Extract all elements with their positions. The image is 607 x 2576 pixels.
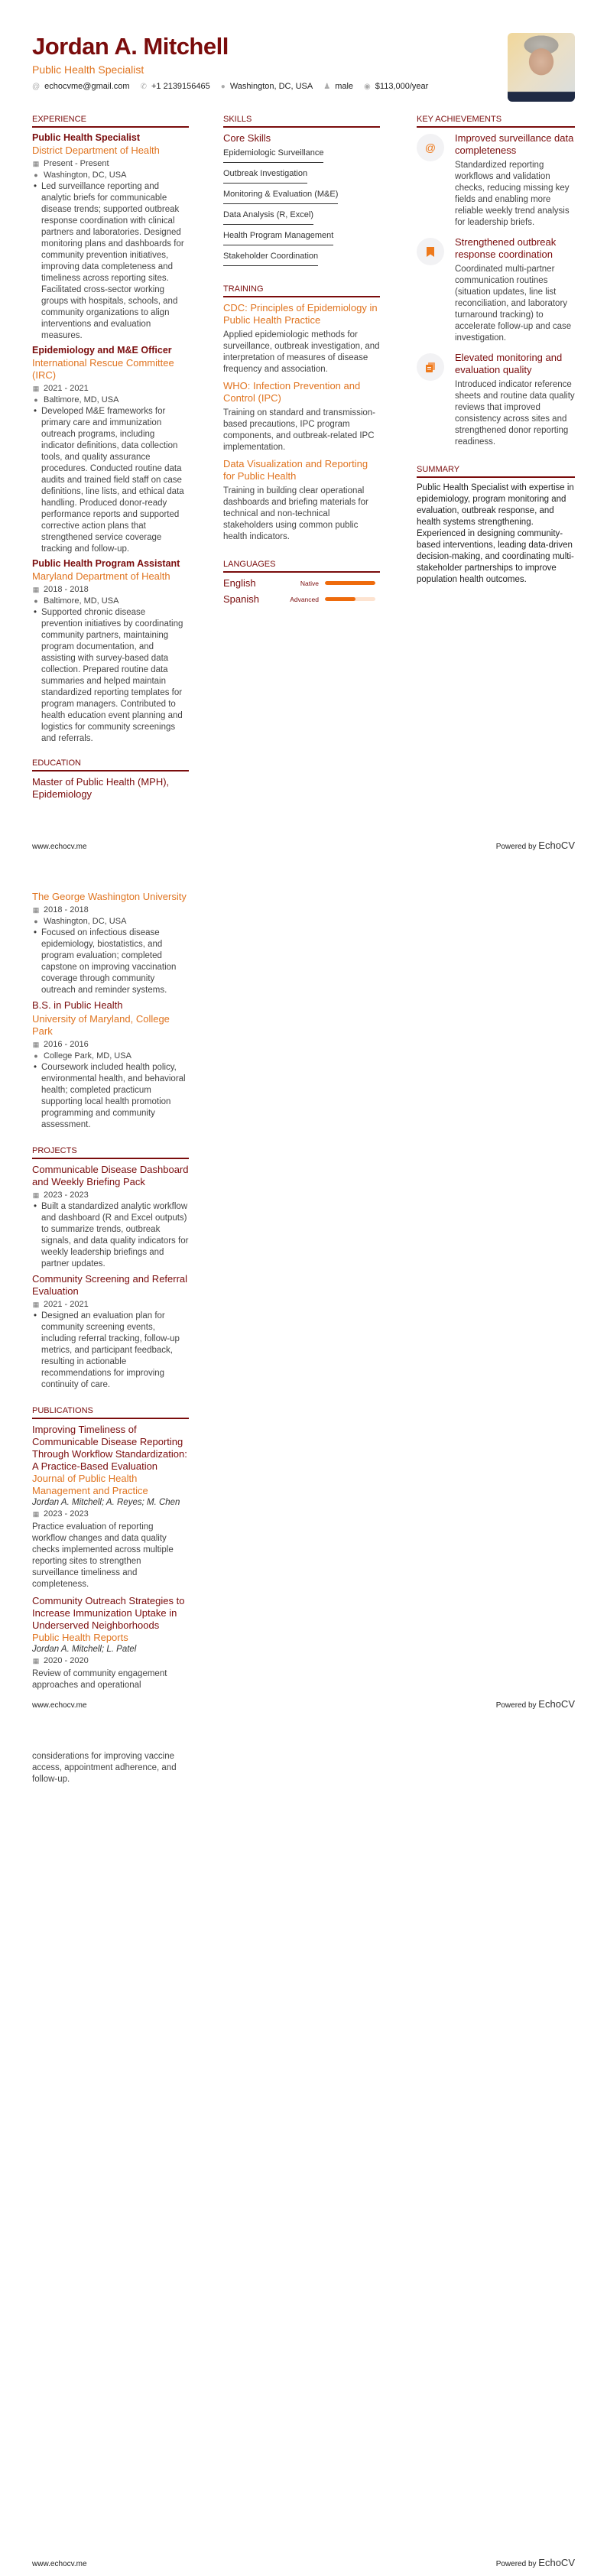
publication-authors: Jordan A. Mitchell; A. Reyes; M. Chen (32, 1498, 180, 1507)
page-2 (0, 859, 607, 1717)
job-dates: 2021 - 2021 (44, 384, 89, 393)
job-organization: Maryland Department of Health (32, 570, 170, 582)
publication-title: Community Outreach Strategies to Increase Immunization Uptake in Underserved Neighborhoods (32, 1595, 185, 1631)
project-dates: 2023 - 2023 (44, 1191, 89, 1200)
footer-powered-by: Powered by EchoCV (495, 1698, 575, 1710)
phone-icon: ✆ (140, 82, 147, 91)
experience-item (32, 558, 189, 745)
publication-dates: 2023 - 2023 (44, 1509, 89, 1519)
bookmark-icon (417, 238, 444, 265)
training-item (223, 302, 380, 375)
section-title-training: TRAINING (223, 284, 380, 297)
calendar-icon: ▦ (32, 1300, 40, 1308)
clipboard-icon (417, 353, 444, 381)
job-location: Washington, DC, USA (44, 171, 127, 180)
skill-tag: Stakeholder Coordination (223, 247, 318, 266)
section-title-languages: LANGUAGES (223, 560, 380, 573)
right-column (417, 115, 575, 586)
skill-tag: Epidemiologic Surveillance (223, 144, 323, 163)
calendar-icon: ▦ (32, 905, 40, 914)
training-item (223, 458, 380, 543)
publication-title: Improving Timeliness of Communicable Disease Reporting Through Workflow Standardization: A Practice-Based Evaluation (32, 1424, 187, 1472)
skill-tag: Health Program Management (223, 226, 333, 245)
training-title: CDC: Principles of Epidemiology in Public Health Practice (223, 302, 378, 326)
contact-location: ● Washington, DC, USA (220, 82, 313, 91)
language-level: Native (300, 579, 319, 587)
contact-email[interactable]: @ echocvme@gmail.com (32, 82, 130, 91)
location-pin-icon: ● (34, 396, 38, 404)
job-dates: Present - Present (44, 159, 109, 168)
training-title: WHO: Infection Prevention and Control (IPC) (223, 380, 361, 404)
job-location: Baltimore, MD, USA (44, 395, 119, 404)
education-degree: B.S. in Public Health (32, 999, 123, 1011)
language-name: Spanish (223, 593, 259, 605)
coin-icon: ◉ (364, 82, 371, 91)
achievement-description: Standardized reporting workflows and validation checks, reducing missing key fields and enabling more reliable weekly trend analysis for leadership briefs. (455, 161, 570, 227)
contact-gender: ♟ male (323, 82, 354, 91)
education-location: Washington, DC, USA (44, 917, 127, 926)
footer-brand[interactable]: EchoCV (538, 840, 575, 851)
calendar-icon: ▦ (32, 1040, 40, 1048)
summary-text: Public Health Specialist with expertise in epidemiology, program monitoring and evaluation, outbreak response, and health systems strengthening. Experienced in designing community-based interventions, leading data-driven decision-making, and coordinating multi-stakeholder partnerships to improve population health outcomes. (417, 483, 574, 584)
experience-item (32, 345, 189, 555)
skill-tag: Monitoring & Evaluation (M&E) (223, 185, 338, 204)
education-description: • Focused on infectious disease epidemiology, biostatistics, and program evaluation; completed capstone on improving vaccination coverage through community outreach and reminder systems. (32, 927, 189, 996)
job-title: Public Health Program Assistant (32, 558, 180, 569)
location-pin-icon: ● (220, 82, 226, 91)
language-item (223, 577, 380, 589)
calendar-icon: ▦ (32, 585, 40, 593)
calendar-icon: ▦ (32, 384, 40, 392)
resume-header (32, 33, 575, 106)
publication-description: Review of community engagement approaches and operational (32, 1669, 167, 1690)
location-pin-icon: ● (34, 171, 38, 179)
project-description: • Built a standardized analytic workflow and dashboard (R and Excel outputs) to summarize trends, outbreak signals, and data quality indicators for weekly leadership briefings and partner updates. (32, 1201, 189, 1270)
language-proficiency-bar (325, 581, 375, 585)
project-dates: 2021 - 2021 (44, 1300, 89, 1309)
job-organization: District Department of Health (32, 145, 160, 156)
footer-powered-by: Powered by EchoCV (495, 2557, 575, 2568)
language-item (223, 593, 380, 605)
skill-group-title: Core Skills (223, 132, 271, 144)
left-column (32, 1748, 189, 1785)
section-title-projects: PROJECTS (32, 1146, 189, 1159)
achievement-title: Improved surveillance data completeness (455, 132, 574, 156)
project-title: Community Screening and Referral Evaluation (32, 1273, 188, 1297)
education-school: The George Washington University (32, 891, 187, 902)
job-description: • Led surveillance reporting and analytic briefs for communicable disease trends; supported outbreak response coordination with clinical partners and laboratories. Designed monitoring plans and dashboards for community prevention initiatives, improving data completeness and timeliness across reporting sites. Facilitated cross-sector working groups with hospitals, schools, and community organizations to align interventions and evaluation measures. (32, 181, 189, 342)
training-item (223, 380, 380, 453)
job-title: Epidemiology and M&E Officer (32, 345, 172, 356)
achievement-item (417, 236, 575, 349)
education-item (32, 891, 189, 996)
education-school: University of Maryland, College Park (32, 1013, 170, 1037)
project-description: • Designed an evaluation plan for community screening events, including referral tracking, follow-up metrics, and participant feedback, resulting in actionable recommendations for improving continuity of care. (32, 1311, 189, 1391)
page-footer (32, 1698, 575, 1710)
education-dates: 2016 - 2016 (44, 1040, 89, 1049)
person-icon: ♟ (323, 82, 331, 91)
publication-item (32, 1424, 189, 1590)
calendar-icon: ▦ (32, 1509, 40, 1518)
project-title: Communicable Disease Dashboard and Weekly Briefing Pack (32, 1164, 189, 1187)
section-title-summary: SUMMARY (417, 465, 575, 478)
footer-url[interactable]: www.echocv.me (32, 1701, 87, 1710)
at-icon: @ (417, 134, 444, 161)
achievement-title: Elevated monitoring and evaluation quality (455, 352, 563, 375)
contact-salary: ◉ $113,000/year (364, 82, 429, 91)
section-title-publications: PUBLICATIONS (32, 1406, 189, 1419)
publication-item (32, 1595, 189, 1691)
achievement-item (417, 352, 575, 453)
footer-powered-by: Powered by EchoCV (495, 840, 575, 851)
education-dates: 2018 - 2018 (44, 905, 89, 914)
candidate-name: Jordan A. Mitchell (32, 33, 229, 60)
footer-url[interactable]: www.echocv.me (32, 843, 87, 851)
calendar-icon: ▦ (32, 1191, 40, 1199)
skill-tag: Data Analysis (R, Excel) (223, 206, 313, 225)
training-description: Applied epidemiologic methods for surveillance, outbreak investigation, and interpretation of measures of disease frequency and association. (223, 330, 380, 374)
project-item (32, 1164, 189, 1270)
calendar-icon: ▦ (32, 159, 40, 167)
experience-item (32, 132, 189, 342)
job-description: • Developed M&E frameworks for primary care and immunization outreach programs, including indicator definitions, data collection tools, and quality assurance procedures. Conducted routine data audits and trained field staff on case definitions, line lists, and ethical data handling. Produced donor-ready performance reports and supported corrective action plans that strengthened service coverage tracking and follow-up. (32, 406, 189, 555)
section-title-education: EDUCATION (32, 759, 189, 772)
achievement-title: Strengthened outbreak response coordination (455, 236, 557, 260)
publication-journal: Journal of Public Health Management and Practice (32, 1473, 148, 1496)
section-title-skills: SKILLS (223, 115, 380, 128)
language-proficiency-bar (325, 597, 375, 601)
footer-brand[interactable]: EchoCV (538, 1698, 575, 1710)
publication-journal: Public Health Reports (32, 1632, 128, 1643)
publication-authors: Jordan A. Mitchell; L. Patel (32, 1645, 137, 1654)
achievement-item (417, 132, 575, 233)
page-1 (0, 0, 607, 859)
job-organization: International Rescue Committee (IRC) (32, 357, 174, 381)
project-item (32, 1273, 189, 1391)
language-level: Advanced (290, 595, 319, 603)
candidate-role: Public Health Specialist (32, 63, 144, 76)
contact-phone[interactable]: ✆ +1 2139156465 (140, 82, 210, 91)
calendar-icon: ▦ (32, 1656, 40, 1665)
publication-description-continued: considerations for improving vaccine access, appointment adherence, and follow-up. (32, 1752, 177, 1784)
job-location: Baltimore, MD, USA (44, 596, 119, 606)
achievement-description: Introduced indicator reference sheets and routine data quality reviews that improved consistency across sites and strengthened donor reporting readiness. (455, 380, 575, 447)
achievement-description: Coordinated multi-partner communication routines (situation updates, line list reconciliation, and laboratory turnaround tracking) to accelerate follow-up and case investigation. (455, 265, 572, 343)
skill-tag: Outbreak Investigation (223, 164, 307, 184)
page-footer (32, 2557, 575, 2568)
job-dates: 2018 - 2018 (44, 585, 89, 594)
section-title-achievements: KEY ACHIEVEMENTS (417, 115, 575, 128)
middle-column (223, 115, 380, 605)
education-item (32, 999, 189, 1131)
publication-description: Practice evaluation of reporting workflow changes and data quality checks implemented across multiple reporting sites to strengthen surveillance timeliness and completeness. (32, 1522, 174, 1589)
location-pin-icon: ● (34, 597, 38, 605)
location-pin-icon: ● (34, 1052, 38, 1060)
training-description: Training on standard and transmission-based precautions, IPC program components, and outbreak-related IPC implementation. (223, 408, 376, 452)
profile-photo (508, 33, 575, 102)
footer-brand[interactable]: EchoCV (538, 2557, 575, 2568)
education-degree: Master of Public Health (MPH), Epidemiology (32, 776, 170, 800)
footer-url[interactable]: www.echocv.me (32, 2560, 87, 2568)
location-pin-icon: ● (34, 918, 38, 925)
publication-dates: 2020 - 2020 (44, 1656, 89, 1665)
skills-list (223, 144, 380, 268)
page-footer (32, 840, 575, 851)
language-name: English (223, 577, 256, 589)
job-description: • Supported chronic disease prevention initiatives by coordinating community partners, maintaining program documentation, and assisting with survey-based data collection. Prepared routine data summaries and helped maintain standardized reporting templates for program managers. Contributed to health education event planning and logistics for community screenings and referrals. (32, 607, 189, 745)
education-location: College Park, MD, USA (44, 1051, 131, 1061)
page-3 (0, 1717, 607, 2576)
left-column (32, 889, 189, 1691)
education-description: • Coursework included health policy, environmental health, and behavioral health; completed practicum supporting local health promotion programming and community assessment. (32, 1062, 189, 1131)
job-title: Public Health Specialist (32, 132, 141, 143)
section-title-experience: EXPERIENCE (32, 115, 189, 128)
at-icon: @ (32, 82, 41, 91)
left-column (32, 115, 189, 801)
training-description: Training in building clear operational dashboards and briefing materials for technical and non-technical stakeholders using common public health indicators. (223, 486, 368, 541)
training-title: Data Visualization and Reporting for Public Health (223, 458, 368, 482)
contact-row (32, 82, 575, 91)
